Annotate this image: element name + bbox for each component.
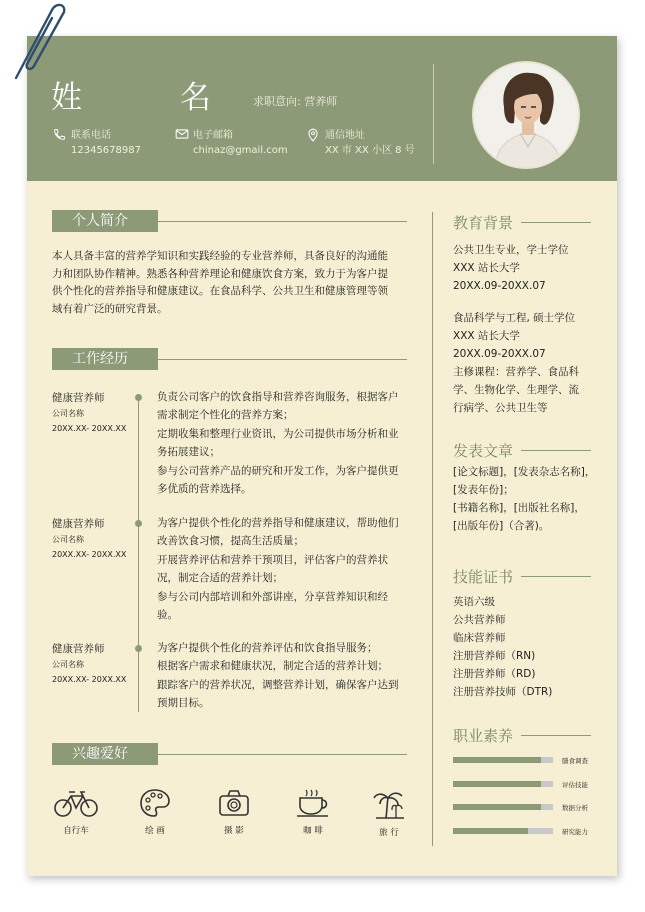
education-line: 20XX.09-20XX.07: [453, 280, 546, 292]
job-desc-line: 务拓展建议；: [157, 446, 220, 459]
phone-label: 联系电话: [71, 130, 111, 141]
skill-bar-fill: [453, 757, 541, 763]
section-profile-title: 个人简介: [52, 210, 158, 232]
skill-label: 评估技能: [562, 781, 588, 789]
contact-phone: [71, 128, 141, 158]
education-line: XXX 站长大学: [453, 262, 520, 274]
profile-line: 本人具备丰富的营养学知识和实践经验的专业营养师，具备良好的沟通能: [52, 250, 388, 262]
job-company: 公司名称: [52, 409, 84, 418]
palm-tree-icon: [372, 788, 406, 820]
certificate-line: 注册营养师（RN): [453, 650, 536, 662]
section-skills-title: 职业素养: [453, 727, 514, 745]
job-desc-line: 预期目标。: [157, 697, 210, 710]
address-value: XX 市 XX 小区 8 号: [325, 145, 415, 156]
job-intent-value: 营养师: [304, 95, 338, 108]
bicycle-icon: [53, 788, 99, 818]
timeline-dot: [135, 645, 142, 652]
section-certificates-title: 技能证书: [453, 568, 514, 586]
skill-label: 研究能力: [562, 828, 588, 836]
header-divider: [433, 64, 434, 164]
job-company: 公司名称: [52, 660, 84, 669]
job-desc-line: 负责公司客户的饮食指导和营养咨询服务，根据客户: [157, 391, 399, 403]
camera-icon: [218, 788, 250, 818]
job-desc-line: 定期收集和整理行业资讯，为公司提供市场分析和业: [157, 427, 399, 440]
job-date: 20XX.XX- 20XX.XX: [52, 675, 127, 684]
education-line: 主修课程：营养学、食品科: [453, 366, 579, 378]
section-publications-rule: [521, 450, 591, 451]
candidate-name: 姓 名: [51, 80, 255, 116]
section-skills-rule: [521, 735, 591, 736]
job-desc-line: 验。: [157, 609, 178, 622]
skill-label: 数据分析: [562, 804, 588, 812]
skill-bar-fill: [453, 804, 541, 810]
job-description: [157, 639, 409, 713]
phone-icon: [53, 128, 66, 141]
job-desc-line: 改善饮食习惯，提高生活质量；: [157, 535, 304, 548]
job-desc-line: 况，制定合适的营养计划；: [157, 572, 283, 585]
address-label: 通信地址: [325, 130, 365, 141]
hobby-item: [130, 788, 180, 836]
profile-text: [52, 248, 388, 318]
job-date: 20XX.XX- 20XX.XX: [52, 550, 127, 559]
section-education-title: 教育背景: [453, 214, 514, 232]
paperclip-icon: [8, 0, 68, 82]
job-description: [157, 388, 409, 498]
hobby-label: 摄 影: [224, 826, 244, 836]
section-certificates-rule: [521, 576, 591, 577]
skill-bar-fill: [453, 828, 528, 834]
email-label: 电子邮箱: [193, 130, 233, 141]
education-line: 学、生物化学、生理学、流: [453, 384, 579, 396]
section-education-rule: [521, 222, 591, 223]
hobby-label: 旅 行: [379, 828, 399, 838]
palette-icon: [139, 788, 171, 818]
resume-page: [27, 36, 617, 876]
skill-bar: [453, 828, 553, 834]
publication-line: [出版年份]（合著)。: [453, 520, 550, 532]
education-line: 行病学、公共卫生等: [453, 402, 548, 414]
hobby-item: [209, 788, 259, 836]
timeline-dot: [135, 394, 142, 401]
job-desc-line: 为客户提供个性化的营养指导和健康建议，帮助他们: [157, 517, 399, 529]
hobby-label: 咖 啡: [303, 826, 323, 836]
skill-bar: [453, 781, 553, 787]
email-icon: [175, 128, 189, 140]
job-intent-label: 求职意向:: [253, 95, 301, 108]
certificate-line: 临床营养师: [453, 632, 506, 644]
hobby-label: 自行车: [63, 826, 89, 836]
job-company: 公司名称: [52, 535, 84, 544]
hobby-item: [51, 788, 101, 836]
education-entry: [453, 309, 579, 417]
skill-bar-fill: [453, 781, 541, 787]
section-experience-rule: [158, 359, 407, 360]
education-entry: [453, 241, 569, 295]
certificate-line: 英语六级: [453, 596, 495, 608]
education-line: 20XX.09-20XX.07: [453, 348, 546, 360]
job-desc-line: 根据客户需求和健康状况，制定合适的营养计划；: [157, 660, 388, 673]
timeline-line: [138, 394, 139, 712]
phone-value: 12345678987: [71, 145, 141, 156]
timeline-dot: [135, 520, 142, 527]
certificate-line: 公共营养师: [453, 614, 506, 626]
education-line: 公共卫生专业，学士学位: [453, 244, 569, 256]
job-date: 20XX.XX- 20XX.XX: [52, 424, 127, 433]
publications-list: [453, 463, 595, 535]
job-desc-line: 参与公司内部培训和外部讲座，分享营养知识和经: [157, 590, 388, 603]
hobby-item: [364, 788, 414, 838]
section-hobbies-title: 兴趣爱好: [52, 743, 158, 765]
coffee-icon: [294, 788, 332, 818]
education-line: XXX 站长大学: [453, 330, 520, 342]
profile-line: 域有着广泛的研究背景。: [52, 302, 168, 315]
job-desc-line: 为客户提供个性化的营养评估和饮食指导服务；: [157, 642, 378, 654]
hobby-label: 绘 画: [145, 826, 165, 836]
skill-label: 膳食调查: [562, 757, 588, 765]
skill-bar: [453, 804, 553, 810]
job-desc-line: 跟踪客户的营养状况，调整营养计划，确保客户达到: [157, 678, 399, 691]
skill-bar: [453, 757, 553, 763]
publication-line: [书籍名称]，[出版社名称]，: [453, 502, 585, 514]
job-intent: [253, 93, 337, 109]
email-value: chinaz@gmail.com: [193, 145, 288, 156]
section-hobbies-rule: [158, 754, 407, 755]
certificate-line: 注册营养技师（DTR): [453, 686, 553, 698]
section-experience-title: 工作经历: [52, 348, 158, 370]
job-desc-line: 需求制定个性化的营养方案；: [157, 409, 294, 422]
section-publications-title: 发表文章: [453, 442, 514, 460]
publication-line: [发表年份]；: [453, 484, 514, 496]
location-pin-icon: [307, 128, 319, 142]
contact-email: [193, 128, 288, 158]
column-divider: [432, 212, 433, 846]
certificates-list: [453, 593, 552, 701]
job-title: 健康营养师: [52, 518, 105, 530]
hobby-item: [288, 788, 338, 836]
job-desc-line: 多优质的营养选择。: [157, 483, 252, 496]
publication-line: [论文标题]，[发表杂志名称]，: [453, 466, 596, 478]
header-banner: [27, 36, 617, 181]
section-profile-rule: [158, 221, 407, 222]
job-desc-line: 参与公司营养产品的研究和开发工作，为客户提供更: [157, 464, 399, 477]
profile-line: 供个性化的营养指导和健康建议。在食品科学、公共卫生和健康管理等领: [52, 285, 388, 298]
avatar: [472, 61, 580, 169]
job-title: 健康营养师: [52, 643, 105, 655]
contact-address: [325, 128, 415, 158]
profile-line: 力和团队协作精神。熟悉各种营养理论和健康饮食方案，致力于为客户提: [52, 267, 388, 280]
job-description: [157, 514, 409, 624]
certificate-line: 注册营养师（RD): [453, 668, 536, 680]
job-title: 健康营养师: [52, 392, 105, 404]
job-desc-line: 开展营养评估和营养干预项目，评估客户的营养状: [157, 553, 388, 566]
education-line: 食品科学与工程, 硕士学位: [453, 312, 576, 324]
